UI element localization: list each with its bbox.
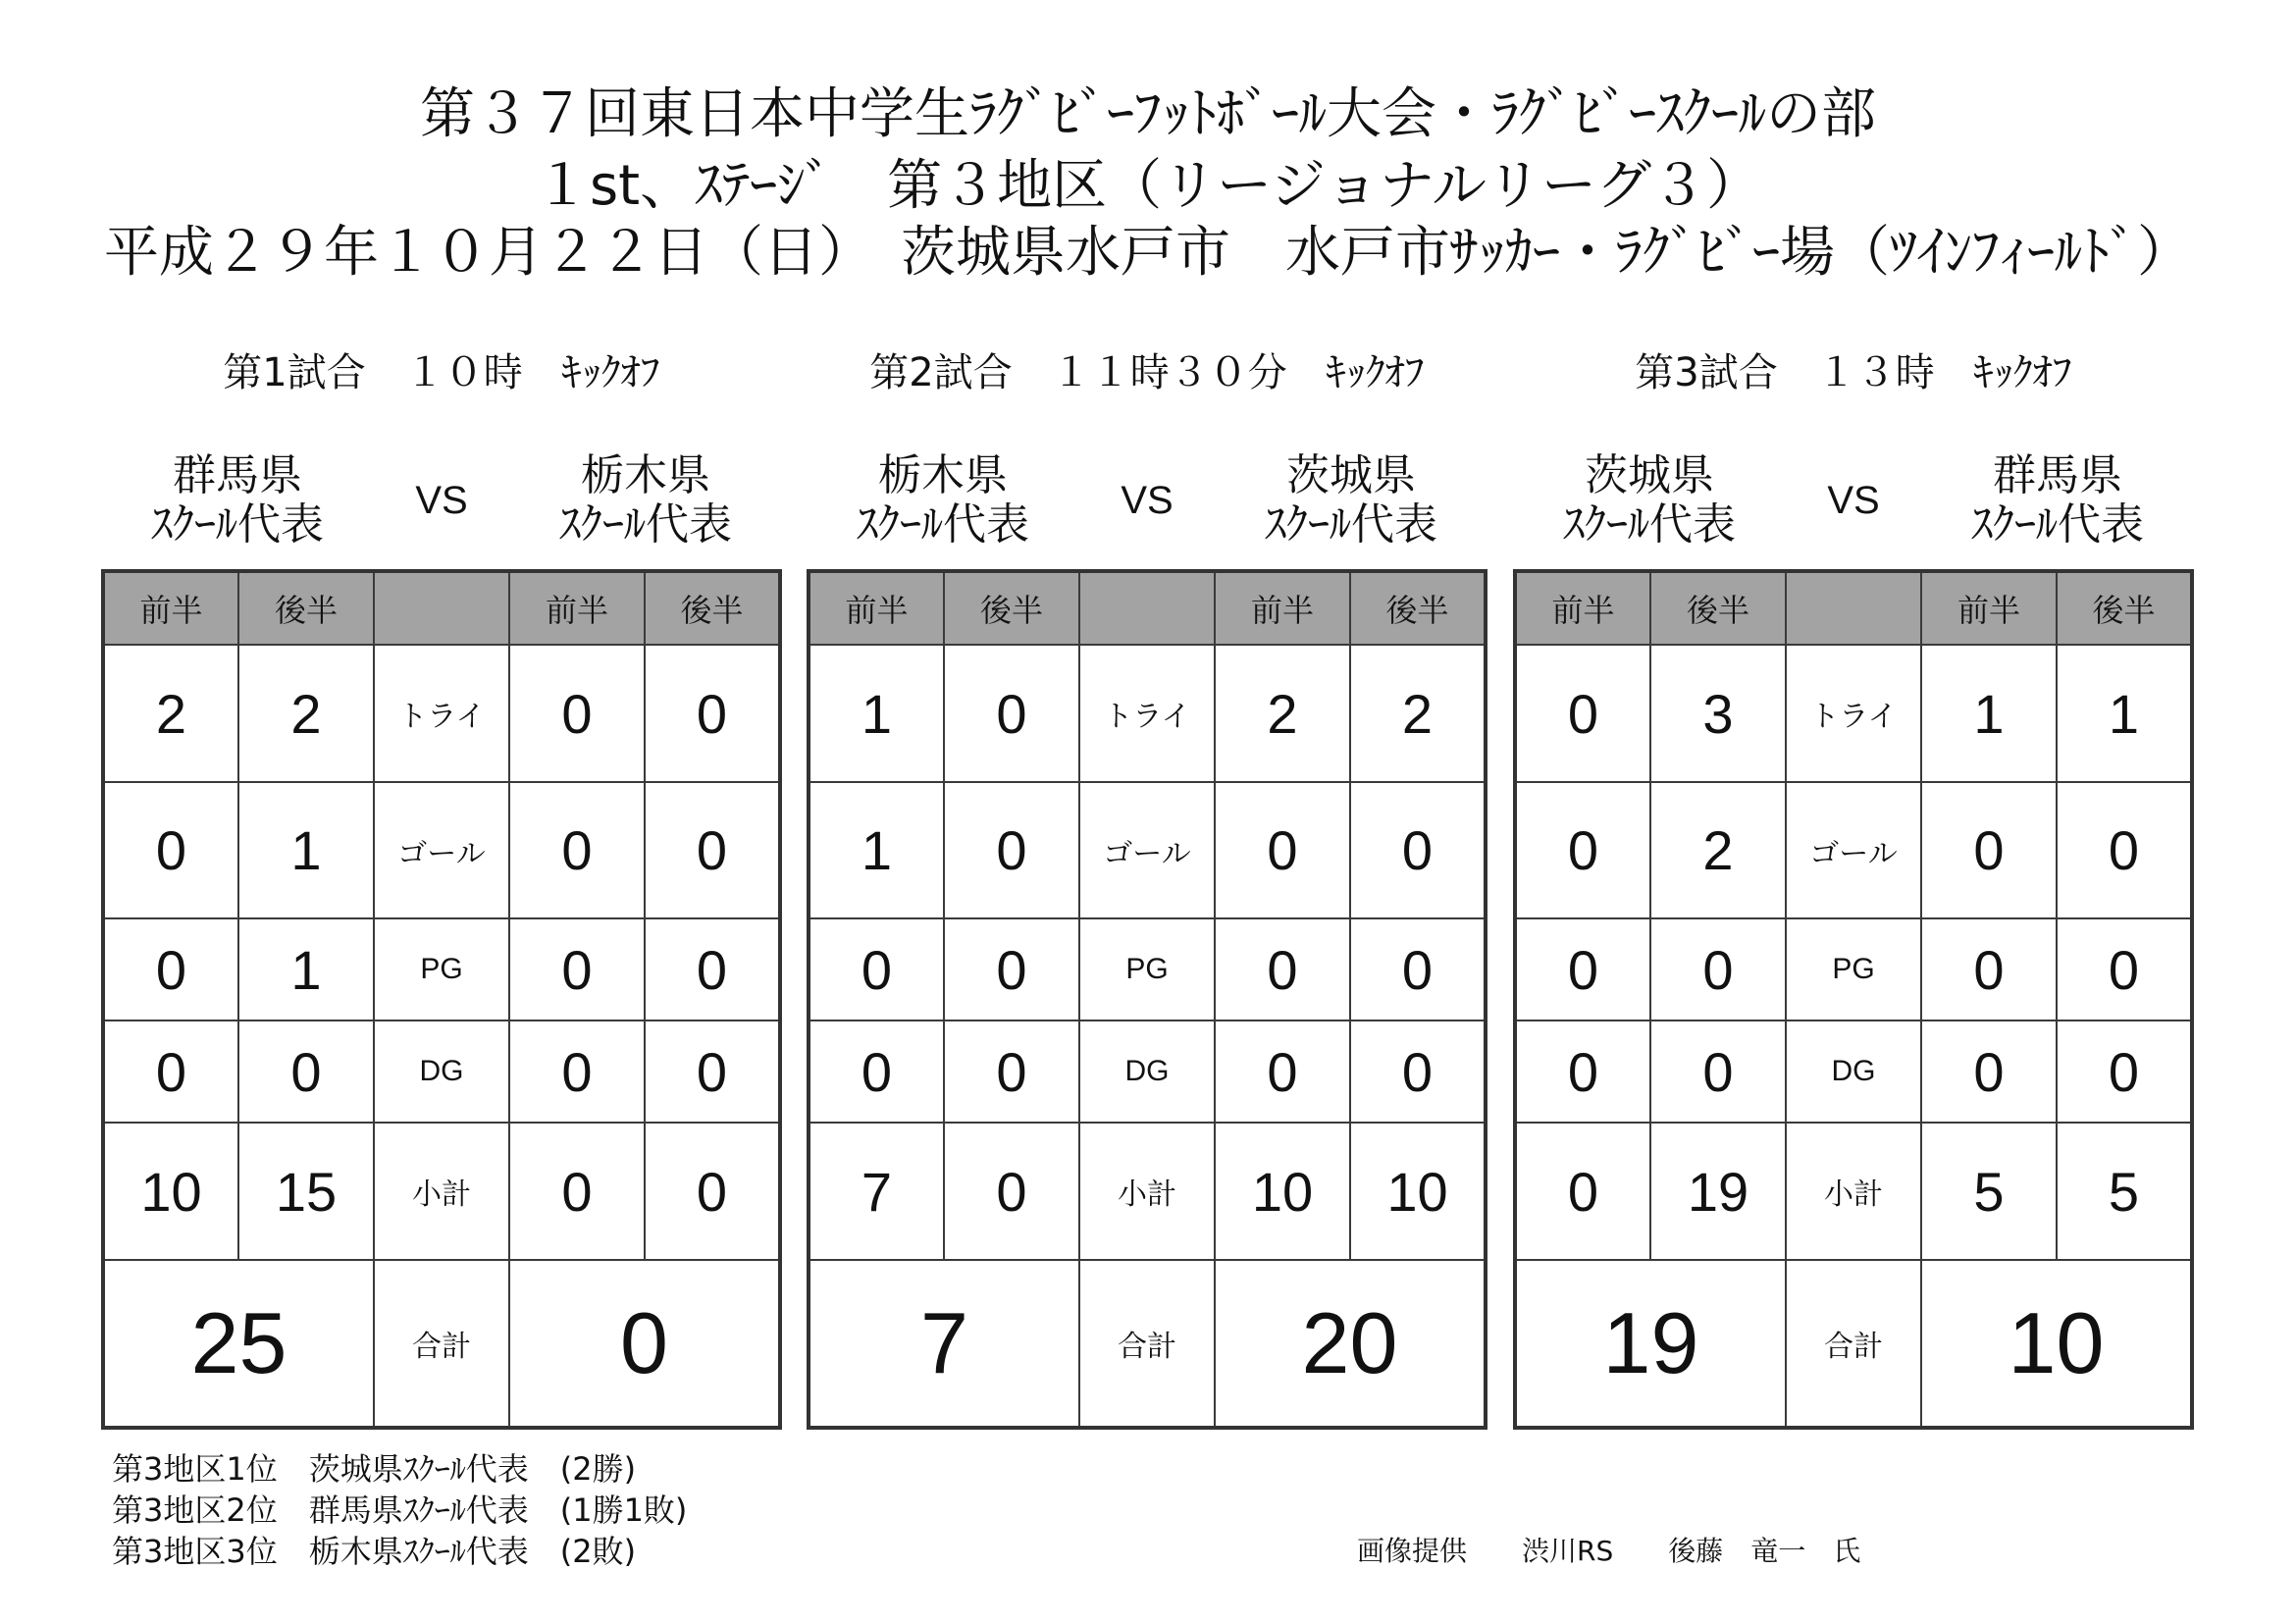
match-3	[1513, 343, 2194, 1410]
home-total: 7	[809, 1260, 1079, 1428]
away-first-half-goals: 0	[509, 782, 645, 918]
standings	[112, 1448, 1289, 1572]
subtotal-label: 小計	[1786, 1123, 1921, 1260]
home-second-half-dg: 0	[944, 1020, 1079, 1123]
home-first-half-subtotal: 10	[103, 1123, 238, 1260]
away-second-half-subtotal: 0	[645, 1123, 780, 1260]
away-second-half-goals: 0	[1350, 782, 1486, 918]
home-second-half-tries: 0	[944, 645, 1079, 782]
away-team-prefecture: 茨城県	[1286, 451, 1416, 500]
subtotal-row	[103, 1123, 780, 1260]
away-first-half-header: 前半	[509, 571, 645, 645]
home-first-half-pg: 0	[1515, 918, 1650, 1020]
away-second-half-subtotal: 5	[2057, 1123, 2192, 1260]
away-team-type: ｽｸｰﾙ代表	[1265, 500, 1437, 549]
goal-label: ゴール	[1079, 782, 1215, 918]
subtotal-label: 小計	[374, 1123, 509, 1260]
try-row	[103, 645, 780, 782]
home-first-half-header: 前半	[103, 571, 238, 645]
pg-label: PG	[1079, 918, 1215, 1020]
home-first-half-pg: 0	[103, 918, 238, 1020]
away-first-half-dg: 0	[509, 1020, 645, 1123]
image-credit: 画像提供 渋川RS 後藤 竜一 氏	[1357, 1535, 1861, 1567]
home-second-half-subtotal: 15	[238, 1123, 374, 1260]
away-team-prefecture: 栃木県	[581, 451, 710, 500]
home-second-half-header: 後半	[238, 571, 374, 645]
home-second-half-goals: 2	[1650, 782, 1786, 918]
home-total: 25	[103, 1260, 374, 1428]
score-table	[1513, 569, 2194, 1430]
dg-row	[103, 1020, 780, 1123]
away-first-half-subtotal: 0	[509, 1123, 645, 1260]
try-row	[809, 645, 1486, 782]
away-first-half-pg: 0	[1215, 918, 1350, 1020]
away-team-type: ｽｸｰﾙ代表	[559, 500, 732, 549]
home-second-half-pg: 0	[944, 918, 1079, 1020]
standing-1st: 第3地区1位 茨城県ｽｸｰﾙ代表 (2勝)	[112, 1450, 637, 1488]
total-row	[809, 1260, 1486, 1428]
away-second-half-dg: 0	[2057, 1020, 2192, 1123]
header-row	[809, 571, 1486, 645]
standing-2nd: 第3地区2位 群馬県ｽｸｰﾙ代表 (1勝1敗)	[112, 1491, 688, 1529]
home-first-half-header: 前半	[1515, 571, 1650, 645]
home-first-half-goals: 0	[103, 782, 238, 918]
total-label: 合計	[374, 1260, 509, 1428]
away-second-half-tries: 0	[645, 645, 780, 782]
score-table	[807, 569, 1487, 1430]
home-second-half-pg: 1	[238, 918, 374, 1020]
match-heading: 第2試合 １１時３０分 ｷｯｸｵﾌ	[869, 350, 1425, 395]
home-second-half-header: 後半	[1650, 571, 1786, 645]
subtotal-label: 小計	[1079, 1123, 1215, 1260]
goal-label: ゴール	[374, 782, 509, 918]
document-title: 第３７回東日本中学生ﾗｸﾞﾋﾞｰﾌｯﾄﾎﾞｰﾙ大会・ﾗｸﾞﾋﾞｰｽｸｰﾙの部	[420, 82, 1876, 146]
away-team	[1921, 451, 2194, 549]
dg-label: DG	[1786, 1020, 1921, 1123]
home-second-half-goals: 0	[944, 782, 1079, 918]
away-total: 10	[1921, 1260, 2192, 1428]
dg-label: DG	[374, 1020, 509, 1123]
standing-3rd: 第3地区3位 栃木県ｽｸｰﾙ代表 (2敗)	[112, 1533, 637, 1570]
home-team	[101, 451, 374, 549]
home-second-half-tries: 3	[1650, 645, 1786, 782]
pg-row	[809, 918, 1486, 1020]
away-second-half-goals: 0	[645, 782, 780, 918]
away-team-type: ｽｸｰﾙ代表	[1971, 500, 2144, 549]
away-first-half-pg: 0	[509, 918, 645, 1020]
away-first-half-dg: 0	[1921, 1020, 2057, 1123]
home-second-half-header: 後半	[944, 571, 1079, 645]
away-second-half-header: 後半	[2057, 571, 2192, 645]
home-total: 19	[1515, 1260, 1786, 1428]
pg-label: PG	[1786, 918, 1921, 1020]
subtotal-row	[1515, 1123, 2192, 1260]
home-first-half-header: 前半	[809, 571, 944, 645]
away-second-half-header: 後半	[1350, 571, 1486, 645]
away-second-half-subtotal: 10	[1350, 1123, 1486, 1260]
home-second-half-subtotal: 19	[1650, 1123, 1786, 1260]
goal-row	[103, 782, 780, 918]
home-first-half-subtotal: 7	[809, 1123, 944, 1260]
goal-label: ゴール	[1786, 782, 1921, 918]
pg-row	[1515, 918, 2192, 1020]
document-subtitle-date-venue: 平成２９年１０月２２日（日） 茨城県水戸市 水戸市ｻｯｶｰ・ﾗｸﾞﾋﾞｰ場（ﾂｲﾝﾌｨｰﾙﾄﾞ）	[104, 221, 2192, 285]
home-team-type: ｽｸｰﾙ代表	[151, 500, 324, 549]
away-total: 0	[509, 1260, 780, 1428]
vs-label: VS	[415, 479, 468, 522]
away-first-half-tries: 1	[1921, 645, 2057, 782]
home-second-half-pg: 0	[1650, 918, 1786, 1020]
home-team	[1513, 451, 1786, 549]
home-second-half-goals: 1	[238, 782, 374, 918]
teams	[101, 451, 782, 559]
vs-label: VS	[1121, 479, 1174, 522]
home-first-half-subtotal: 0	[1515, 1123, 1650, 1260]
away-first-half-header: 前半	[1215, 571, 1350, 645]
away-second-half-goals: 0	[2057, 782, 2192, 918]
try-label: トライ	[1786, 645, 1921, 782]
subtotal-row	[809, 1123, 1486, 1260]
blank-header	[1786, 571, 1921, 645]
away-second-half-header: 後半	[645, 571, 780, 645]
away-total: 20	[1215, 1260, 1486, 1428]
away-team	[1215, 451, 1487, 549]
home-team	[807, 451, 1079, 549]
away-second-half-pg: 0	[2057, 918, 2192, 1020]
away-team-prefecture: 群馬県	[1993, 451, 2122, 500]
away-first-half-goals: 0	[1921, 782, 2057, 918]
goal-row	[809, 782, 1486, 918]
match-2	[807, 343, 1487, 1410]
vs-label: VS	[1827, 479, 1880, 522]
away-first-half-pg: 0	[1921, 918, 2057, 1020]
home-second-half-subtotal: 0	[944, 1123, 1079, 1260]
home-team-prefecture: 茨城県	[1585, 451, 1714, 500]
goal-row	[1515, 782, 2192, 918]
home-second-half-dg: 0	[1650, 1020, 1786, 1123]
home-first-half-dg: 0	[1515, 1020, 1650, 1123]
total-row	[1515, 1260, 2192, 1428]
away-second-half-dg: 0	[645, 1020, 780, 1123]
pg-row	[103, 918, 780, 1020]
away-second-half-tries: 2	[1350, 645, 1486, 782]
dg-label: DG	[1079, 1020, 1215, 1123]
away-team	[509, 451, 782, 549]
try-label: トライ	[1079, 645, 1215, 782]
dg-row	[1515, 1020, 2192, 1123]
total-row	[103, 1260, 780, 1428]
home-team-type: ｽｸｰﾙ代表	[857, 500, 1029, 549]
total-label: 合計	[1079, 1260, 1215, 1428]
document-subtitle-stage: １st、ｽﾃｰｼﾞ 第３地区（リージョナルリーグ３）	[534, 154, 1762, 218]
score-table	[101, 569, 782, 1430]
home-first-half-tries: 2	[103, 645, 238, 782]
match-heading: 第3試合 １３時 ｷｯｸｵﾌ	[1635, 350, 2072, 395]
away-second-half-pg: 0	[1350, 918, 1486, 1020]
away-first-half-goals: 0	[1215, 782, 1350, 918]
try-row	[1515, 645, 2192, 782]
away-first-half-tries: 0	[509, 645, 645, 782]
pg-label: PG	[374, 918, 509, 1020]
dg-row	[809, 1020, 1486, 1123]
away-second-half-dg: 0	[1350, 1020, 1486, 1123]
teams	[807, 451, 1487, 559]
home-team-prefecture: 栃木県	[878, 451, 1008, 500]
home-team-type: ｽｸｰﾙ代表	[1563, 500, 1736, 549]
header-row	[1515, 571, 2192, 645]
away-second-half-pg: 0	[645, 918, 780, 1020]
try-label: トライ	[374, 645, 509, 782]
away-first-half-header: 前半	[1921, 571, 2057, 645]
away-first-half-dg: 0	[1215, 1020, 1350, 1123]
home-first-half-goals: 0	[1515, 782, 1650, 918]
away-first-half-subtotal: 5	[1921, 1123, 2057, 1260]
home-first-half-tries: 0	[1515, 645, 1650, 782]
away-second-half-tries: 1	[2057, 645, 2192, 782]
away-first-half-subtotal: 10	[1215, 1123, 1350, 1260]
teams	[1513, 451, 2194, 559]
match-1	[101, 343, 782, 1410]
home-first-half-goals: 1	[809, 782, 944, 918]
home-first-half-tries: 1	[809, 645, 944, 782]
home-first-half-pg: 0	[809, 918, 944, 1020]
home-second-half-tries: 2	[238, 645, 374, 782]
header-row	[103, 571, 780, 645]
home-first-half-dg: 0	[103, 1020, 238, 1123]
home-second-half-dg: 0	[238, 1020, 374, 1123]
match-heading: 第1試合 １０時 ｷｯｸｵﾌ	[223, 350, 660, 395]
blank-header	[374, 571, 509, 645]
blank-header	[1079, 571, 1215, 645]
home-first-half-dg: 0	[809, 1020, 944, 1123]
away-first-half-tries: 2	[1215, 645, 1350, 782]
home-team-prefecture: 群馬県	[173, 451, 302, 500]
total-label: 合計	[1786, 1260, 1921, 1428]
